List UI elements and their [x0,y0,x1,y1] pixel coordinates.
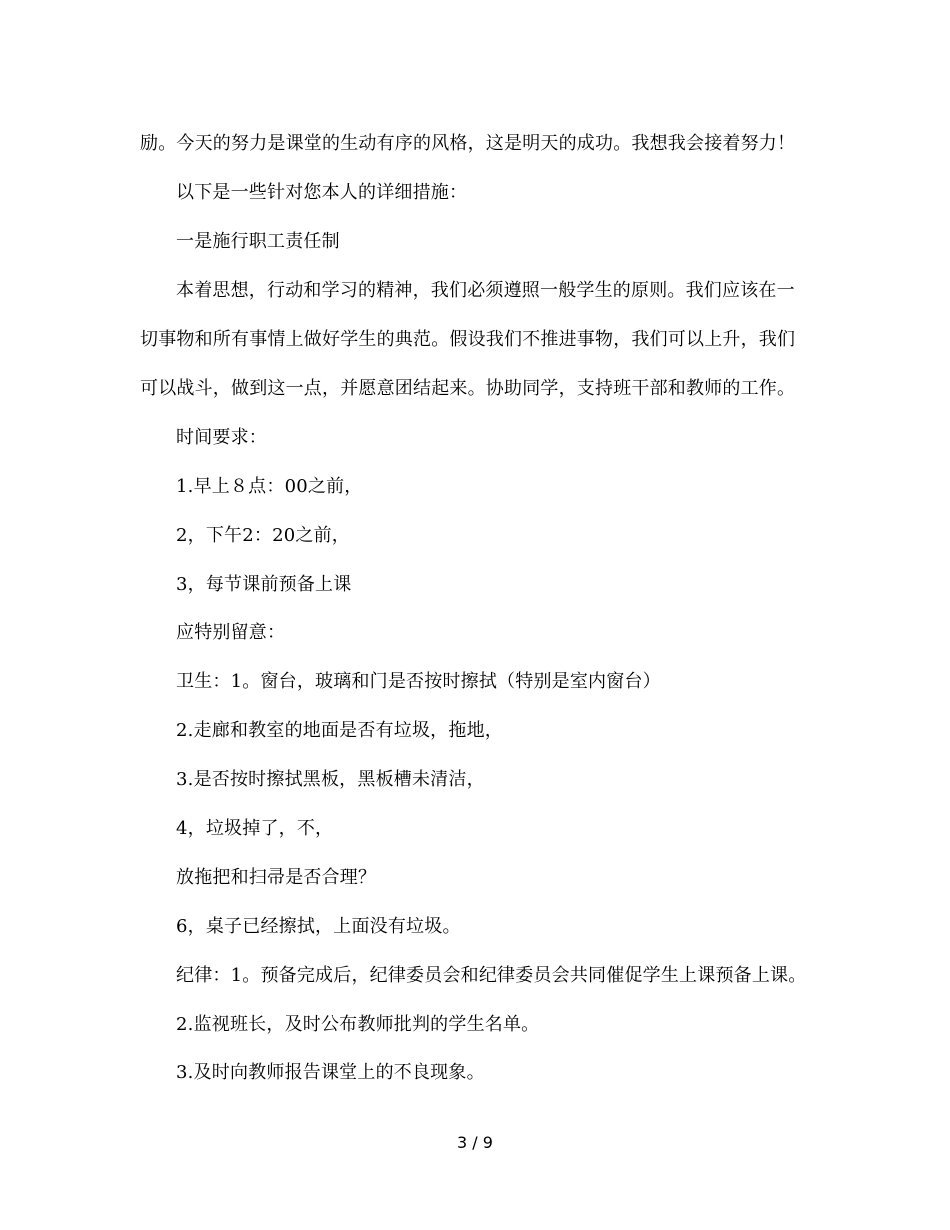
paragraph-line: 切事物和所有事情上做好学生的典范。假设我们不推进事物，我们可以上升，我们 [140,329,796,350]
paragraph-line: 以下是一些针对您本人的详细措施： [176,182,468,203]
paragraph-line: 时间要求： [176,427,267,448]
list-item: 6，桌子已经擦拭，上面没有垃圾。 [176,916,461,937]
list-item: 2.监视班长，及时公布教师批判的学生名单。 [176,1014,540,1035]
list-item: 4，垃圾掉了，不， [176,818,334,839]
list-item: 纪律：1。预备完成后，纪律委员会和纪律委员会共同催促学生上课预备上课。 [176,965,807,986]
list-item: 3.及时向教师报告课堂上的不良现象。 [176,1062,485,1083]
list-item: 2，下午2：20之前， [176,525,351,546]
list-item: 3.是否按时擦拭黑板，黑板槽未清洁， [176,769,485,790]
list-item: 2.走廊和教室的地面是否有垃圾，拖地， [176,720,503,741]
paragraph-line: 励。今天的努力是课堂的生动有序的风格，这是明天的成功。我想我会接着努力！ [140,133,796,154]
list-item: 放拖把和扫帚是否合理？ [176,867,377,888]
section-heading: 一是施行职工责任制 [176,231,340,252]
paragraph-line: 本着思想，行动和学习的精神，我们必须遵照一般学生的原则。我们应该在一 [176,280,795,301]
list-item: 卫生：1。窗台，玻璃和门是否按时擦拭（特别是室内窗台） [176,671,661,692]
list-item: 3，每节课前预备上课 [176,574,352,595]
page-number: 3 / 9 [457,1133,493,1152]
list-item: 1.早上８点：00之前， [176,476,363,497]
paragraph-line: 可以战斗，做到这一点，并愿意团结起来。协助同学，支持班干部和教师的工作。 [140,378,796,399]
paragraph-line: 应特别留意： [176,622,286,643]
